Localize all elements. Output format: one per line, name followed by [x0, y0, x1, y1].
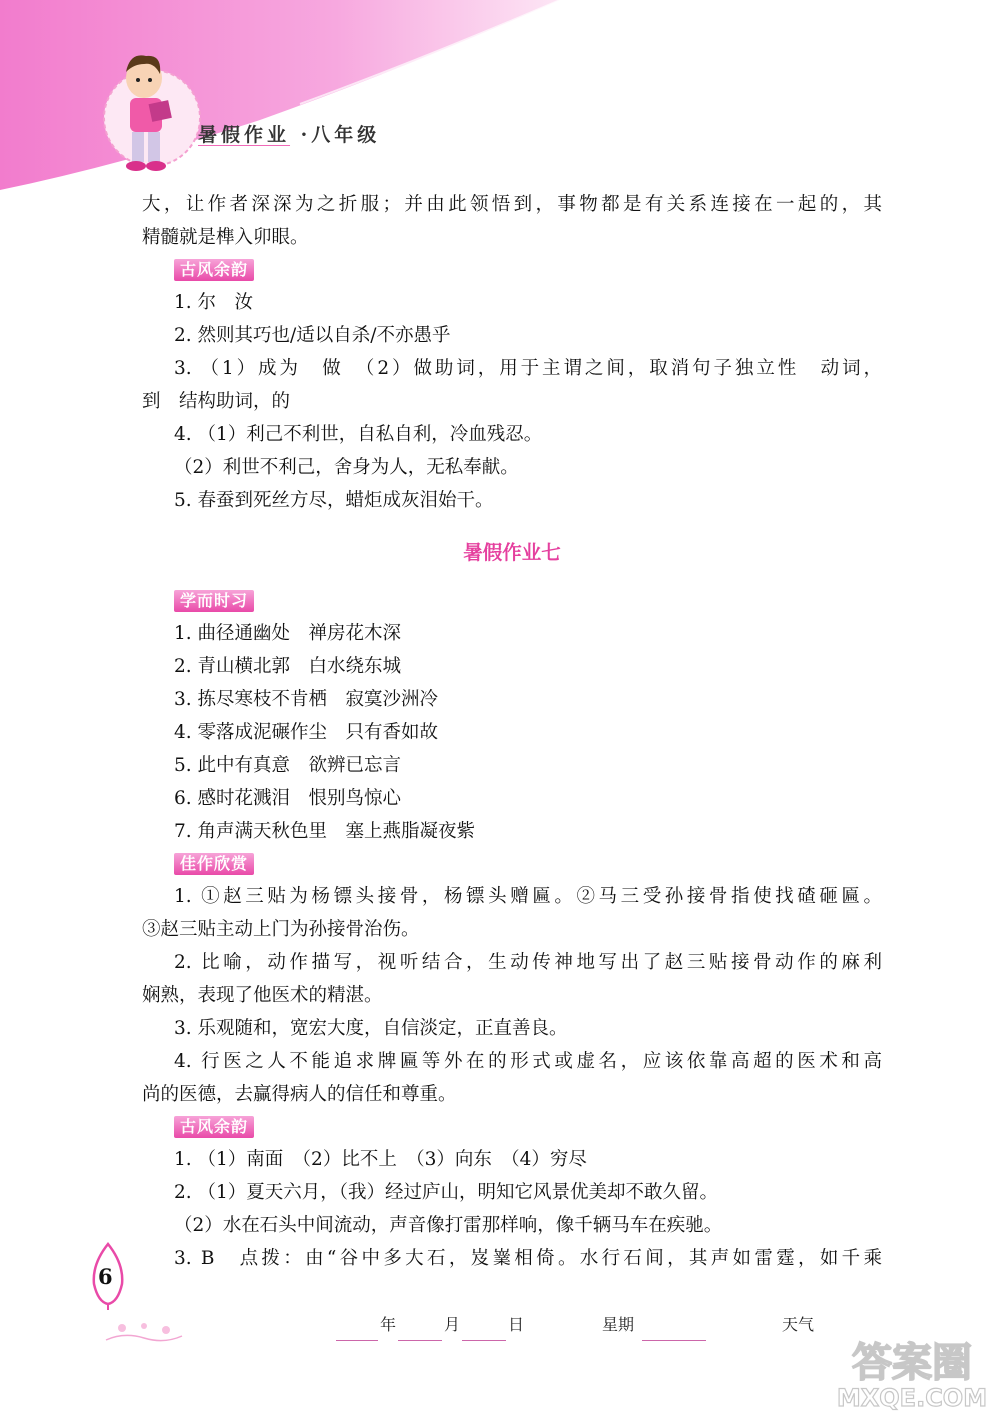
section-header: [142, 1111, 882, 1143]
month-label: 月: [444, 1315, 461, 1334]
page-content: [142, 188, 882, 1275]
flower-decoration-icon: [104, 1318, 184, 1344]
year-label: 年: [380, 1315, 397, 1334]
answer-line: （2）水在石头中间流动，声音像打雷那样响，像千辆马车在疾驰。: [174, 1215, 723, 1236]
text-line: 精髓就是榫入卯眼。: [142, 227, 309, 248]
answer-line: 1. （1）南面 （2）比不上 （3）向东 （4）穷尽: [174, 1149, 587, 1170]
watermark-sub-text: MXQE.COM: [836, 1384, 988, 1412]
month-blank: [398, 1322, 442, 1341]
watermark-main-text: 答案圈: [852, 1340, 972, 1386]
section-title: 暑假作业七: [463, 541, 561, 564]
weekday-blank: [642, 1322, 706, 1341]
section-badge-xueer: 学而时习: [174, 590, 254, 612]
answer-line: 5. 此中有真意 欲辨已忘言: [174, 755, 402, 776]
answer-line: 到 结构助词，的: [142, 391, 291, 412]
grade-label: ·八年级: [300, 124, 381, 146]
answer-line: 4. 行医之人不能追求牌匾等外在的形式或虚名，应该依靠高超的医术和高: [174, 1051, 882, 1072]
series-title: 暑假作业: [198, 124, 291, 146]
watermark-logo: [828, 1330, 996, 1412]
section-header: [142, 254, 882, 286]
answer-line: ③赵三贴主动上门为孙接骨治伤。: [142, 919, 420, 940]
answer-line: （2）利世不利己，舍身为人，无私奉献。: [174, 457, 519, 478]
answer-line: 5. 春蚕到死丝方尽，蜡炬成灰泪始干。: [174, 490, 494, 511]
answer-line: 4. 零落成泥碾作尘 只有香如故: [174, 722, 439, 743]
answer-line: 3. B 点拨：由“谷中多大石，岌嶪相倚。水行石间，其声如雷霆，如千乘: [174, 1248, 882, 1269]
header-title: [198, 120, 380, 147]
section-header: [142, 585, 882, 617]
answer-line: 3. （1）成为 做 （2）做助词，用于主谓之间，取消句子独立性 动词，: [174, 358, 882, 379]
weather-label: 天气: [782, 1315, 815, 1334]
answer-line: 娴熟，表现了他医术的精湛。: [142, 985, 383, 1006]
section-badge-gufeng-2: 古风余韵: [174, 1116, 254, 1138]
day-blank: [462, 1322, 506, 1341]
section-header: [142, 848, 882, 880]
answer-line: 1. 尔 汝: [174, 292, 254, 313]
answer-line: 2. （1）夏天六月，（我）经过庐山，明知它风景优美却不敢久留。: [174, 1182, 719, 1203]
answer-line: 1. 曲径通幽处 禅房花木深: [174, 623, 402, 644]
answer-line: 3. 乐观随和，宽宏大度，自信淡定，正直善良。: [174, 1018, 568, 1039]
answer-line: 3. 拣尽寒枝不肯栖 寂寞沙洲冷: [174, 689, 439, 710]
section-badge-gufeng: 古风余韵: [174, 259, 254, 281]
answer-line: 7. 角声满天秋色里 塞上燕脂凝夜紫: [174, 821, 476, 842]
answer-line: 2. 比喻，动作描写，视听结合，生动传神地写出了赵三贴接骨动作的麻利: [174, 952, 882, 973]
answer-line: 1. ①赵三贴为杨镖头接骨，杨镖头赠匾。②马三受孙接骨指使找碴砸匾。: [174, 886, 882, 907]
section-badge-jiazuo: 佳作欣赏: [174, 853, 254, 875]
day-label: 日: [508, 1315, 525, 1334]
page-number: 6: [98, 1264, 113, 1289]
answer-line: 尚的医德，去赢得病人的信任和尊重。: [142, 1084, 457, 1105]
year-blank: [336, 1322, 378, 1341]
reading-boy-mascot-icon: [100, 40, 210, 180]
answer-line: 6. 感时花溅泪 恨别鸟惊心: [174, 788, 402, 809]
answer-line: 2. 然则其巧也/适以自杀/不亦愚乎: [174, 325, 451, 346]
weekday-label: 星期: [602, 1315, 635, 1334]
answer-line: 2. 青山横北郭 白水绕东城: [174, 656, 402, 677]
answer-line: 4. （1）利己不利世，自私自利，冷血残忍。: [174, 424, 543, 445]
text-line: 大，让作者深深为之折服；并由此领悟到，事物都是有关系连接在一起的，其: [142, 194, 882, 215]
